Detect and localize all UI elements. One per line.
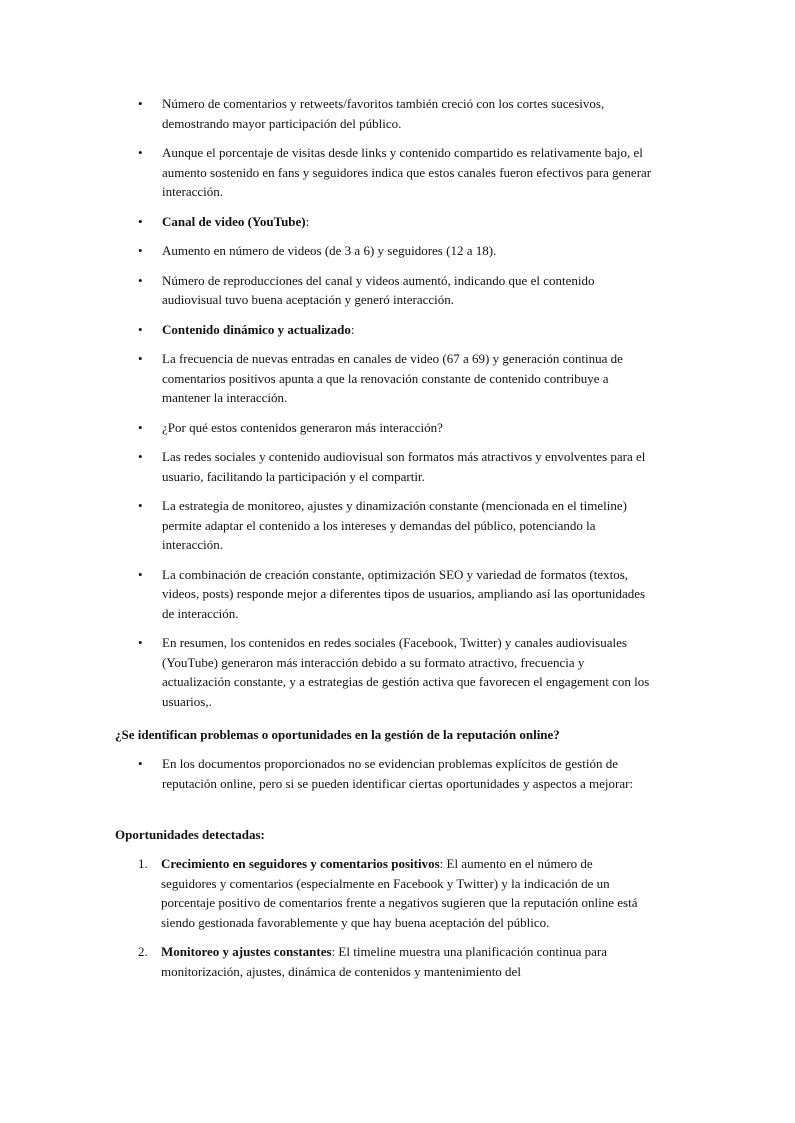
list-number: 1. — [138, 856, 148, 871]
bullet-icon: • — [138, 243, 143, 258]
list-item: • La frecuencia de nuevas entradas en canales de video (67 a 69) y generación continua de comentarios positivos apunta a que la renovación constante de contenido contribuye a mantener la interacción. — [138, 351, 623, 405]
bullet-icon: • — [138, 96, 143, 111]
list-item: • Número de reproducciones del canal y videos aumentó, indicando que el contenido audiovisual tuvo buena aceptación y generó interacción. — [138, 272, 595, 307]
bullet-list-top — [0, 94, 795, 721]
list-item: • Canal de video (YouTube): — [0, 212, 795, 232]
bullet-icon: • — [138, 351, 143, 366]
bullet-icon: • — [138, 566, 143, 582]
bullet-list-mid — [0, 754, 795, 803]
bullet-icon: • — [138, 213, 143, 229]
bullet-icon: • — [138, 321, 143, 337]
list-item: • La combinación de creación constante, optimización SEO y variedad de formatos (textos, videos, posts) responde mejor a diferentes tipos de usuarios, ampliando así las oportunidades de interacción. — [138, 566, 646, 621]
list-number: 2. — [138, 944, 148, 959]
list-item: • Número de comentarios y retweets/favoritos también creció con los cortes sucesivos, demostrando mayor participación del público. — [138, 96, 605, 131]
question-heading: ¿Se identifican problemas o oportunidades en la gestión de la reputación online? — [115, 727, 560, 742]
bullet-icon: • — [138, 498, 143, 513]
bullet-icon: • — [138, 272, 143, 288]
bullet-icon: • — [138, 419, 143, 435]
list-item: • Aunque el porcentaje de visitas desde links y contenido compartido es relativamente bajo, el aumento sostenido en fans y seguidores indica que estos canales fueron efectivos para generar interacción. — [138, 145, 652, 199]
bullet-icon: • — [138, 635, 143, 650]
list-item: • Aumento en número de videos (de 3 a 6) y seguidores (12 a 18). — [0, 241, 795, 261]
list-item: • ¿Por qué estos contenidos generaron más interacción? — [0, 418, 795, 438]
numbered-list — [0, 854, 795, 991]
list-item: • Contenido dinámico y actualizado: — [0, 320, 795, 340]
list-item: 2. Monitoreo y ajustes constantes: El timeline muestra una planificación continua para monitorización, ajustes, dinámica de contenidos y mantenimiento del — [138, 944, 607, 979]
opportunities-heading: Oportunidades detectadas: — [115, 827, 265, 842]
list-item: • En los documentos proporcionados no se evidencian problemas explícitos de gestión de reputación online, pero si se pueden identificar ciertas oportunidades y aspectos a mejorar: — [138, 756, 634, 791]
list-item: • En resumen, los contenidos en redes sociales (Facebook, Twitter) y canales audiovisuales (YouTube) generaron más interacción debido a su formato atractivo, frecuencia y actualización constante, y a estrategias de gestión activa que favorecen el engagement con los usuarios,. — [138, 635, 650, 709]
bullet-icon: • — [138, 145, 143, 160]
list-item: 1. Crecimiento en seguidores y comentarios positivos: El aumento en el número de seguidores y comentarios (especialmente en Facebook y Twitter) y la indicación de un porcentaje positivo de comentarios frente a negativos sugieren que la reputación online está siendo gestionada favorablemente y que hay buena aceptación del público. — [138, 856, 638, 930]
bullet-icon: • — [138, 756, 143, 771]
list-item: • Las redes sociales y contenido audiovisual son formatos más atractivos y envolventes para el usuario, facilitando la participación y el compartir. — [138, 449, 646, 484]
bullet-icon: • — [138, 449, 143, 464]
list-item: • La estrategia de monitoreo, ajustes y dinamización constante (mencionada en el timeline) permite adaptar el contenido a los intereses y demandas del público, potenciando la interacción. — [138, 498, 627, 552]
